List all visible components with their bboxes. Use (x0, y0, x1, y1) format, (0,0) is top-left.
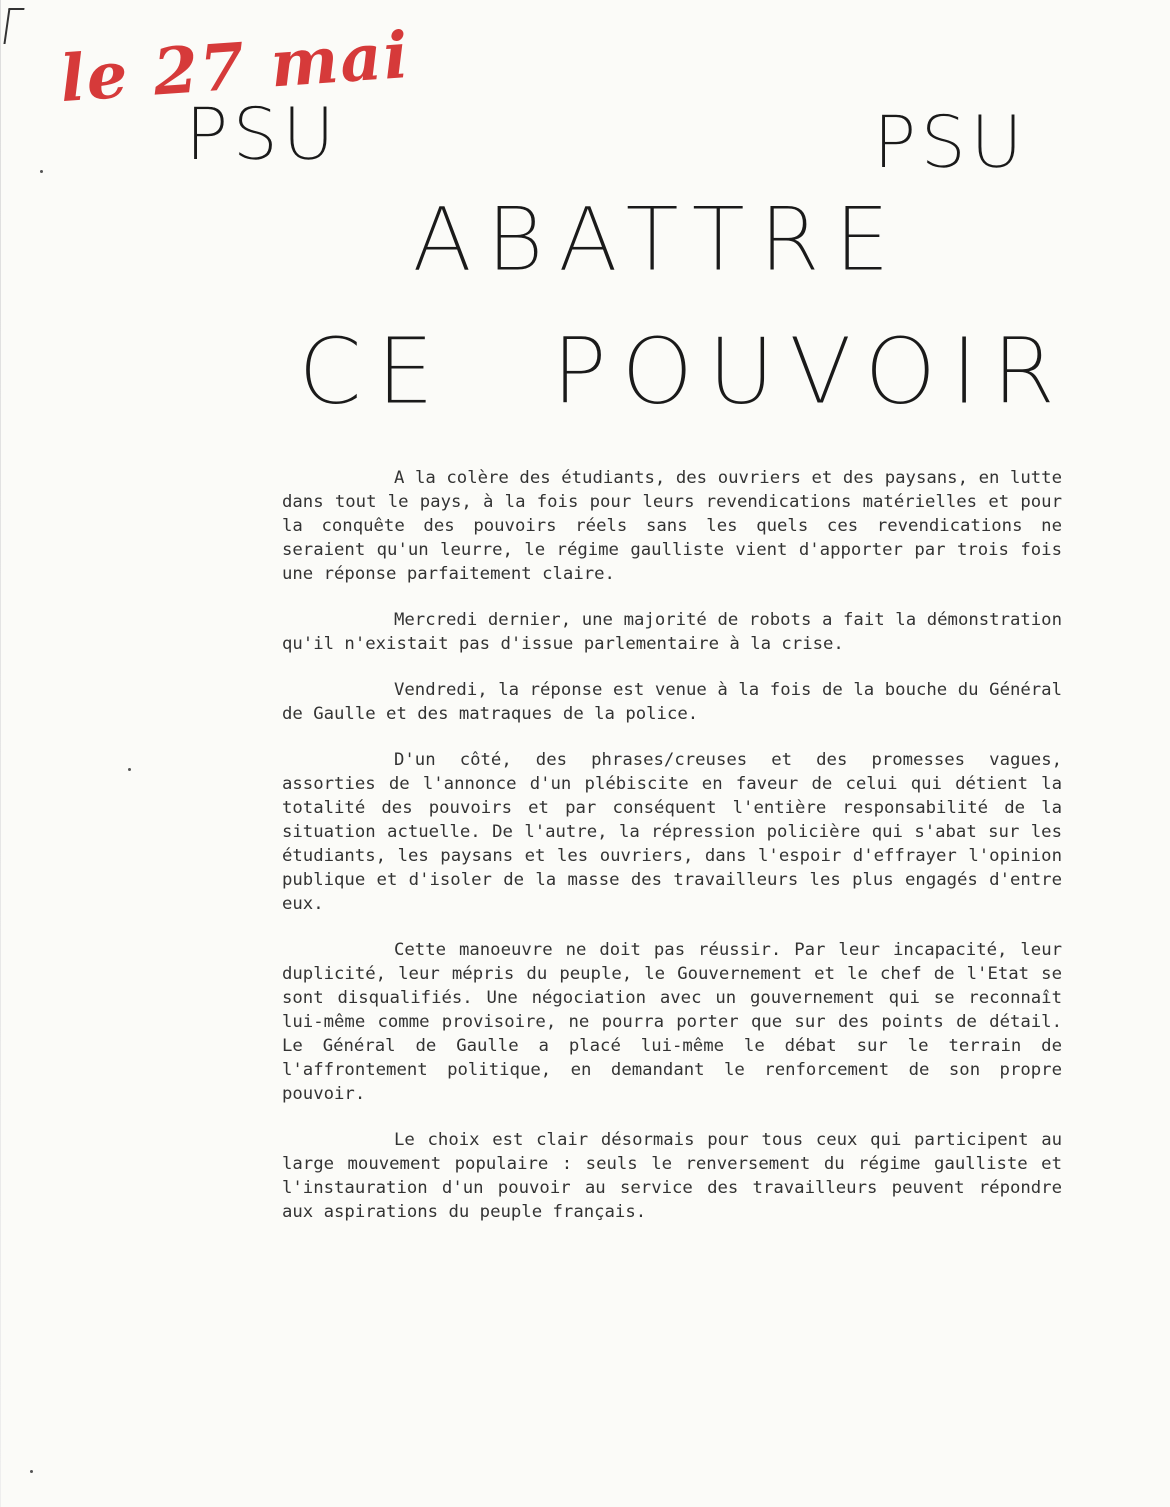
headline-line-2: CE POUVOIR (298, 318, 1070, 425)
paragraph-3: Vendredi, la réponse est venue à la fois de la bouche du Général de Gaulle et des matraques de la police. (282, 680, 1062, 724)
paragraph-1: A la colère des étudiants, des ouvriers et des paysans, en lutte dans tout le pays, à la fois pour leurs revendications matérielles et pour la conquête des pouvoirs réels sans les quels ces revendications ne seraient qu'un leurre, le régime gaulliste vient d'apporter par trois fois une réponse parfaitement claire. (282, 468, 1062, 584)
corner-mark (3, 8, 24, 44)
psu-logo-left: PSU (185, 92, 339, 176)
paragraph-2: Mercredi dernier, une majorité de robots a fait la démonstration qu'il n'existait pas d'issue parlementaire à la crise. (282, 610, 1062, 654)
tract-body (282, 466, 1062, 1224)
headline-line-1: ABATTRE (412, 188, 904, 291)
scan-edge (0, 0, 1, 1507)
psu-logo-right: PSU (873, 100, 1027, 184)
scan-speck (40, 170, 43, 173)
paragraph-6: Le choix est clair désormais pour tous ceux qui participent au large mouvement populaire : seuls le renversement du régime gaulliste et l'instauration d'un pouvoir au service des travailleurs peuvent répondre aux aspirations du peuple français. (282, 1130, 1062, 1222)
paragraph-4: D'un côté, des phrases/creuses et des promesses vagues, assorties de l'annonce d'un plébiscite en faveur de celui qui détient la totalité des pouvoirs et par conséquent l'entière responsabilité de la situation actuelle. De l'autre, la répression policière qui s'abat sur les étudiants, les paysans et les ouvriers, dans l'espoir d'effrayer l'opinion publique et d'isoler de la masse des travailleurs les plus engagés d'entre eux. (282, 750, 1062, 914)
scan-speck (128, 768, 131, 771)
handwritten-date-annotation: le 27 mai (57, 17, 413, 118)
scan-speck (30, 1470, 33, 1473)
paragraph-5: Cette manoeuvre ne doit pas réussir. Par leur incapacité, leur duplicité, leur mépris du peuple, le Gouvernement et le chef de l'Etat se sont disqualifiés. Une négociation avec un gouvernement qui se reconnaît lui-même comme provisoire, ne pourra porter que sur des points de détail. Le Général de Gaulle a placé lui-même le débat sur le terrain de l'affrontement politique, en demandant le renforcement de son propre pouvoir. (282, 940, 1062, 1104)
